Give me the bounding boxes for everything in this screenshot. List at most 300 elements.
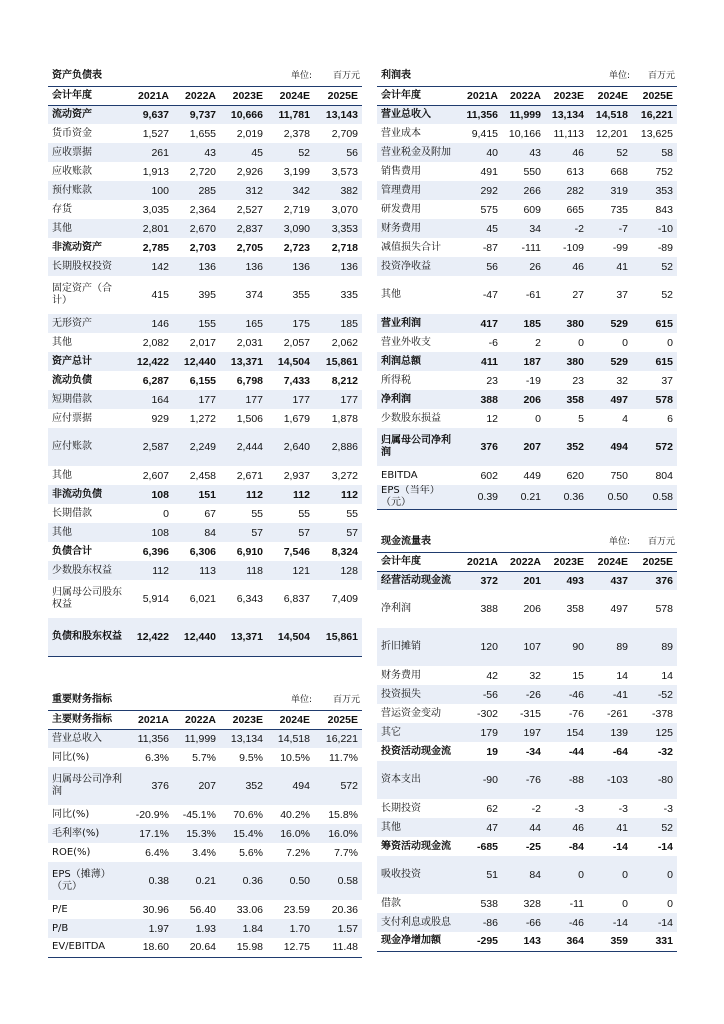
row-label: 其他 [52, 469, 72, 481]
row-label: 无形资产 [48, 314, 126, 333]
table-row [48, 314, 362, 333]
unit-label: 单位: [588, 66, 632, 86]
cell-value: 1.84 [220, 919, 267, 938]
cell-value: 6,287 [142, 374, 169, 387]
table-row [377, 352, 677, 371]
cell-value: 0 [535, 412, 541, 425]
row-label: 毛利率(%) [48, 824, 126, 843]
row-label: 固定资产（合计） [52, 283, 112, 306]
cell-value: 136 [267, 257, 314, 276]
cell-value: 0.58 [632, 485, 677, 510]
cell-value: 128 [314, 561, 362, 580]
row-label: 应收账款 [52, 165, 92, 177]
cell-value: -295 [459, 932, 502, 951]
cell-value: -47 [482, 289, 498, 301]
table-row [377, 333, 677, 352]
cell-value: 352 [220, 767, 267, 805]
row-label: P/E [52, 903, 68, 915]
row-label: 财务费用 [381, 669, 421, 681]
cell-value: 1.57 [314, 919, 362, 938]
cell-value: -52 [632, 685, 677, 704]
row-label: 预付账款 [48, 181, 126, 200]
cell-value: 118 [220, 561, 267, 580]
cell-value: 179 [459, 723, 502, 742]
cell-value: 52 [661, 289, 673, 301]
table-header-row [377, 552, 677, 571]
cell-value: 285 [173, 181, 220, 200]
table-row [48, 767, 362, 805]
cell-value: -315 [519, 707, 541, 720]
cell-value: 2,937 [283, 469, 310, 482]
table-row [48, 276, 362, 314]
cell-value: 538 [480, 897, 498, 910]
cell-value: 0.36 [220, 862, 267, 900]
cell-value: 5.7% [192, 751, 216, 764]
cell-value: 0 [632, 856, 677, 894]
cell-value: 45 [459, 219, 502, 238]
table-header-row [48, 710, 362, 729]
cell-value: 108 [126, 485, 173, 504]
table-title: 资产负债表 [48, 66, 267, 86]
row-label: 应收票据 [48, 143, 126, 162]
cell-value: -19 [525, 374, 541, 387]
table-header-row [48, 86, 362, 105]
cell-value: 602 [480, 469, 498, 482]
row-label: 减值损失合计 [381, 241, 441, 253]
unit-label: 单位: [588, 532, 632, 552]
cell-value: 12,422 [126, 352, 173, 371]
cell-value: 6,306 [189, 545, 216, 558]
table-row [48, 824, 362, 843]
row-label: 经营活动现金流 [377, 571, 459, 590]
cell-value: 142 [126, 257, 173, 276]
cell-value: 15.8% [328, 808, 358, 821]
cell-value: 2,444 [220, 428, 267, 466]
cell-value: 107 [502, 628, 545, 666]
cell-value: 11,781 [267, 105, 314, 124]
row-label: 少数股东权益 [48, 561, 126, 580]
cell-value: 0 [622, 336, 628, 349]
cell-value: 3,353 [314, 219, 362, 238]
cell-value: 12 [486, 412, 498, 425]
table-row [377, 371, 677, 390]
row-label: 折旧摊销 [377, 628, 459, 666]
cell-value: 55 [346, 507, 358, 520]
cell-value: 177 [220, 390, 267, 409]
cell-value: 16,221 [632, 105, 677, 124]
cell-value: 41 [588, 257, 632, 276]
cell-value: 9,415 [471, 127, 498, 140]
table-row [377, 590, 677, 628]
cell-value: 355 [292, 289, 310, 301]
cell-value: 2,886 [314, 428, 362, 466]
cell-value: 89 [588, 628, 632, 666]
unit-value: 百万元 [314, 690, 362, 710]
cell-value: 2,017 [189, 336, 216, 349]
cell-value: 843 [655, 203, 673, 216]
table-row [48, 580, 362, 618]
cell-value: 609 [523, 203, 541, 216]
table-row [377, 666, 677, 685]
cell-value: 7,433 [283, 374, 310, 387]
table-row [48, 504, 362, 523]
cell-value: 529 [588, 352, 632, 371]
cell-value: 668 [610, 165, 628, 178]
row-label: 少数股东损益 [381, 412, 441, 424]
cell-value: 575 [480, 203, 498, 216]
cell-value: 13,625 [640, 127, 673, 140]
cell-value: 380 [545, 314, 588, 333]
table-row [377, 913, 677, 932]
cell-value: 47 [459, 818, 502, 837]
cell-value: 2,705 [236, 241, 263, 254]
cell-value: 57 [314, 523, 362, 542]
row-label: 筹资活动现金流 [381, 840, 451, 852]
table-row [377, 485, 677, 510]
table-row [377, 390, 677, 409]
table-row [377, 799, 677, 818]
row-label: 其他 [48, 523, 126, 542]
cell-value: 1.97 [126, 919, 173, 938]
table-row [377, 742, 677, 761]
cell-value: 0.21 [173, 862, 220, 900]
table-row [48, 257, 362, 276]
header-year: 2021A [459, 86, 502, 105]
cell-value: 46 [545, 818, 588, 837]
row-label: 其他 [48, 219, 126, 238]
cell-value: -11 [569, 897, 584, 910]
cell-value: 32 [529, 669, 541, 682]
header-year: 2022A [502, 552, 545, 571]
cell-value: 1,878 [331, 412, 358, 425]
row-label: 应付账款 [48, 428, 126, 466]
row-label: 营业外收支 [381, 336, 431, 348]
cell-value: 112 [220, 485, 267, 504]
cell-value: 11.48 [314, 938, 362, 957]
cell-value: 100 [126, 181, 173, 200]
table-row [48, 805, 362, 824]
cell-value: 2,671 [236, 469, 263, 482]
table-row [48, 162, 362, 181]
row-label: 其它 [377, 723, 459, 742]
cell-value: 353 [632, 181, 677, 200]
cell-value: 0.39 [459, 485, 502, 510]
cell-value: 0 [667, 897, 673, 910]
row-label: 负债和股东权益 [48, 618, 126, 656]
cell-value: 51 [459, 856, 502, 894]
table-row [48, 143, 362, 162]
cell-value: 0.36 [545, 485, 588, 510]
cell-value: 1.70 [267, 919, 314, 938]
table-row [48, 409, 362, 428]
cell-value: 32 [616, 374, 628, 387]
cell-value: -685 [476, 840, 498, 853]
cell-value: 2,670 [173, 219, 220, 238]
cell-value: 11,113 [553, 127, 584, 140]
cell-value: -84 [568, 840, 584, 853]
row-label: 营业成本 [381, 127, 421, 139]
row-label: 流动负债 [52, 374, 92, 386]
cell-value: 136 [173, 257, 220, 276]
table-row [377, 628, 677, 666]
table-row [48, 843, 362, 862]
cell-value: 0 [622, 897, 628, 910]
table-row [377, 428, 677, 466]
row-label: 销售费用 [381, 165, 421, 177]
cell-value: 358 [566, 603, 584, 615]
cell-value: -90 [459, 761, 502, 799]
table-row [48, 862, 362, 900]
cell-value: 112 [126, 561, 173, 580]
cell-value: 615 [632, 352, 677, 371]
cell-value: -103 [588, 761, 632, 799]
cell-value: -86 [459, 913, 502, 932]
cell-value: 177 [173, 390, 220, 409]
cell-value: 15,861 [314, 352, 362, 371]
table-row [377, 723, 677, 742]
cell-value: 494 [588, 428, 632, 466]
cell-value: -80 [632, 761, 677, 799]
cell-value: 108 [126, 523, 173, 542]
cell-value: 16.0% [267, 824, 314, 843]
cell-value: 2,720 [189, 165, 216, 178]
table-row [48, 485, 362, 504]
cell-value: 34 [502, 219, 545, 238]
table-row [377, 257, 677, 276]
row-label: 投资活动现金流 [381, 745, 451, 757]
header-year: 2021A [126, 710, 173, 729]
row-label: 归属母公司净利润 [48, 767, 126, 805]
table-title-row [377, 66, 677, 86]
cell-value: 11,999 [502, 105, 545, 124]
cell-value: -88 [545, 761, 588, 799]
row-label: EV/EBITDA [48, 938, 126, 957]
cell-value: 7,409 [331, 593, 358, 605]
cell-value: 292 [459, 181, 502, 200]
cell-value: 282 [545, 181, 588, 200]
cell-value: 89 [632, 628, 677, 666]
cell-value: 665 [566, 203, 584, 216]
cell-value: 376 [126, 767, 173, 805]
cell-value: -66 [502, 913, 545, 932]
cell-value: 113 [173, 561, 220, 580]
cell-value: 14 [661, 669, 673, 682]
table-title-row [48, 690, 362, 710]
cell-value: 177 [314, 390, 362, 409]
cell-value: 17.1% [126, 824, 173, 843]
row-label: 短期借款 [48, 390, 126, 409]
cell-value: -7 [588, 219, 632, 238]
cell-value: 12,440 [173, 618, 220, 656]
cell-value: 5 [578, 412, 584, 425]
header-year: 2024E [267, 86, 314, 105]
cell-value: 615 [632, 314, 677, 333]
cell-value: 8,212 [331, 374, 358, 387]
cell-value: 42 [486, 669, 498, 682]
cell-value: 6,343 [236, 593, 263, 605]
cell-value: 380 [545, 352, 588, 371]
cell-value: 164 [126, 390, 173, 409]
table-row [377, 685, 677, 704]
table-title: 利润表 [377, 66, 588, 86]
cell-value: 1,527 [142, 127, 169, 140]
row-label: 资本支出 [377, 761, 459, 799]
header-year: 2024E [588, 86, 632, 105]
cell-value: 58 [632, 143, 677, 162]
cell-value: 52 [632, 818, 677, 837]
cell-value: 352 [545, 428, 588, 466]
table-row [48, 352, 362, 371]
cell-value: -99 [612, 241, 628, 254]
cell-value: 6,837 [283, 593, 310, 605]
unit-label: 单位: [267, 66, 314, 86]
cell-value: 206 [502, 390, 545, 409]
cell-value: 2,926 [236, 165, 263, 178]
cell-value: -76 [502, 761, 545, 799]
cell-value: 11,999 [173, 729, 220, 748]
cell-value: -2 [545, 219, 588, 238]
row-label: 非流动资产 [52, 241, 102, 253]
cell-value: 16,221 [314, 729, 362, 748]
row-label: 长期借款 [52, 507, 92, 519]
cell-value: 750 [610, 469, 628, 482]
cell-value: 19 [486, 745, 498, 758]
cell-value: -302 [476, 707, 498, 720]
cell-value: 136 [314, 257, 362, 276]
cell-value: 2,607 [142, 469, 169, 482]
cell-value: -26 [502, 685, 545, 704]
cell-value: 165 [220, 314, 267, 333]
row-label: EBITDA [381, 469, 418, 481]
cell-value: 9.5% [239, 751, 263, 764]
cell-value: 5.6% [239, 846, 263, 859]
row-label: 营运资金变动 [381, 707, 441, 719]
cell-value: 2,019 [236, 127, 263, 140]
cell-value: 266 [502, 181, 545, 200]
header-label: 会计年度 [48, 86, 126, 105]
cell-value: 175 [267, 314, 314, 333]
row-label: 归属母公司净利润 [377, 428, 459, 466]
table-row [48, 729, 362, 748]
cell-value: 572 [314, 767, 362, 805]
row-label: 研发费用 [381, 203, 421, 215]
header-year: 2025E [632, 86, 677, 105]
cell-value: 437 [588, 571, 632, 590]
cell-value: 185 [502, 314, 545, 333]
header-label: 主要财务指标 [48, 710, 126, 729]
cell-value: 56.40 [189, 903, 216, 916]
cell-value: -76 [568, 707, 584, 720]
cell-value: 358 [545, 390, 588, 409]
header-year: 2022A [173, 710, 220, 729]
cell-value: 2,527 [236, 203, 263, 216]
cell-value: 45 [220, 143, 267, 162]
cell-value: 3,035 [142, 203, 169, 216]
table-row [377, 761, 677, 799]
cell-value: 2 [535, 336, 541, 349]
cell-value: 411 [459, 352, 502, 371]
cell-value: 154 [545, 723, 588, 742]
cell-value: 335 [340, 289, 358, 301]
header-year: 2021A [126, 86, 173, 105]
cell-value: 0.58 [314, 862, 362, 900]
cell-value: 33.06 [236, 903, 263, 916]
cell-value: 121 [267, 561, 314, 580]
cell-value: 376 [459, 428, 502, 466]
cell-value: 57 [267, 523, 314, 542]
unit-value: 百万元 [632, 532, 677, 552]
cell-value: 2,057 [283, 336, 310, 349]
table-row [377, 200, 677, 219]
row-label: 投资净收益 [377, 257, 459, 276]
row-label: 净利润 [377, 390, 459, 409]
cell-value: 2,723 [283, 241, 310, 254]
cell-value: -378 [651, 707, 673, 720]
cell-value: 10.5% [280, 751, 310, 764]
cell-value: 449 [523, 469, 541, 482]
table-row [48, 748, 362, 767]
cell-value: 11,356 [459, 105, 502, 124]
cell-value: 3,070 [331, 203, 358, 216]
cell-value: 146 [126, 314, 173, 333]
cell-value: 12,422 [126, 618, 173, 656]
table-row [377, 105, 677, 124]
cell-value: 13,143 [314, 105, 362, 124]
row-label: 非流动负债 [48, 485, 126, 504]
cell-value: 46 [545, 257, 588, 276]
table-row [48, 219, 362, 238]
cell-value: 14 [616, 669, 628, 682]
cell-value: -3 [574, 802, 584, 815]
cell-value: 37 [661, 374, 673, 387]
cell-value: 395 [198, 289, 216, 301]
cell-value: -20.9% [135, 808, 169, 821]
table-row [48, 105, 362, 124]
cell-value: 1,272 [189, 412, 216, 425]
table-row [377, 818, 677, 837]
table-row [48, 919, 362, 938]
row-label: 同比(%) [52, 808, 90, 820]
row-label: 所得税 [381, 374, 411, 386]
cell-value: -44 [568, 745, 584, 758]
row-label: 存货 [52, 203, 72, 215]
cell-value: 578 [632, 390, 677, 409]
table-row [48, 542, 362, 561]
cell-value: 493 [545, 571, 588, 590]
cell-value: 8,324 [331, 545, 358, 558]
cell-value: 0.50 [267, 862, 314, 900]
cell-value: 2,785 [142, 241, 169, 254]
cell-value: 136 [220, 257, 267, 276]
cell-value: 67 [204, 507, 216, 520]
table-row [377, 466, 677, 485]
cell-value: 1,913 [142, 165, 169, 178]
cell-value: 185 [314, 314, 362, 333]
cell-value: -61 [525, 289, 541, 301]
cell-value: 328 [523, 897, 541, 910]
row-label: 资产总计 [48, 352, 126, 371]
table-row [377, 571, 677, 590]
cell-value: 120 [459, 628, 502, 666]
cell-value: 23 [572, 374, 584, 387]
cell-value: 155 [173, 314, 220, 333]
row-label: EPS（当年）（元） [377, 485, 459, 510]
table-row [48, 181, 362, 200]
row-label: 同比(%) [52, 751, 90, 763]
cell-value: 0.38 [126, 862, 173, 900]
unit-label: 单位: [267, 690, 314, 710]
row-label: 其他 [381, 289, 401, 300]
